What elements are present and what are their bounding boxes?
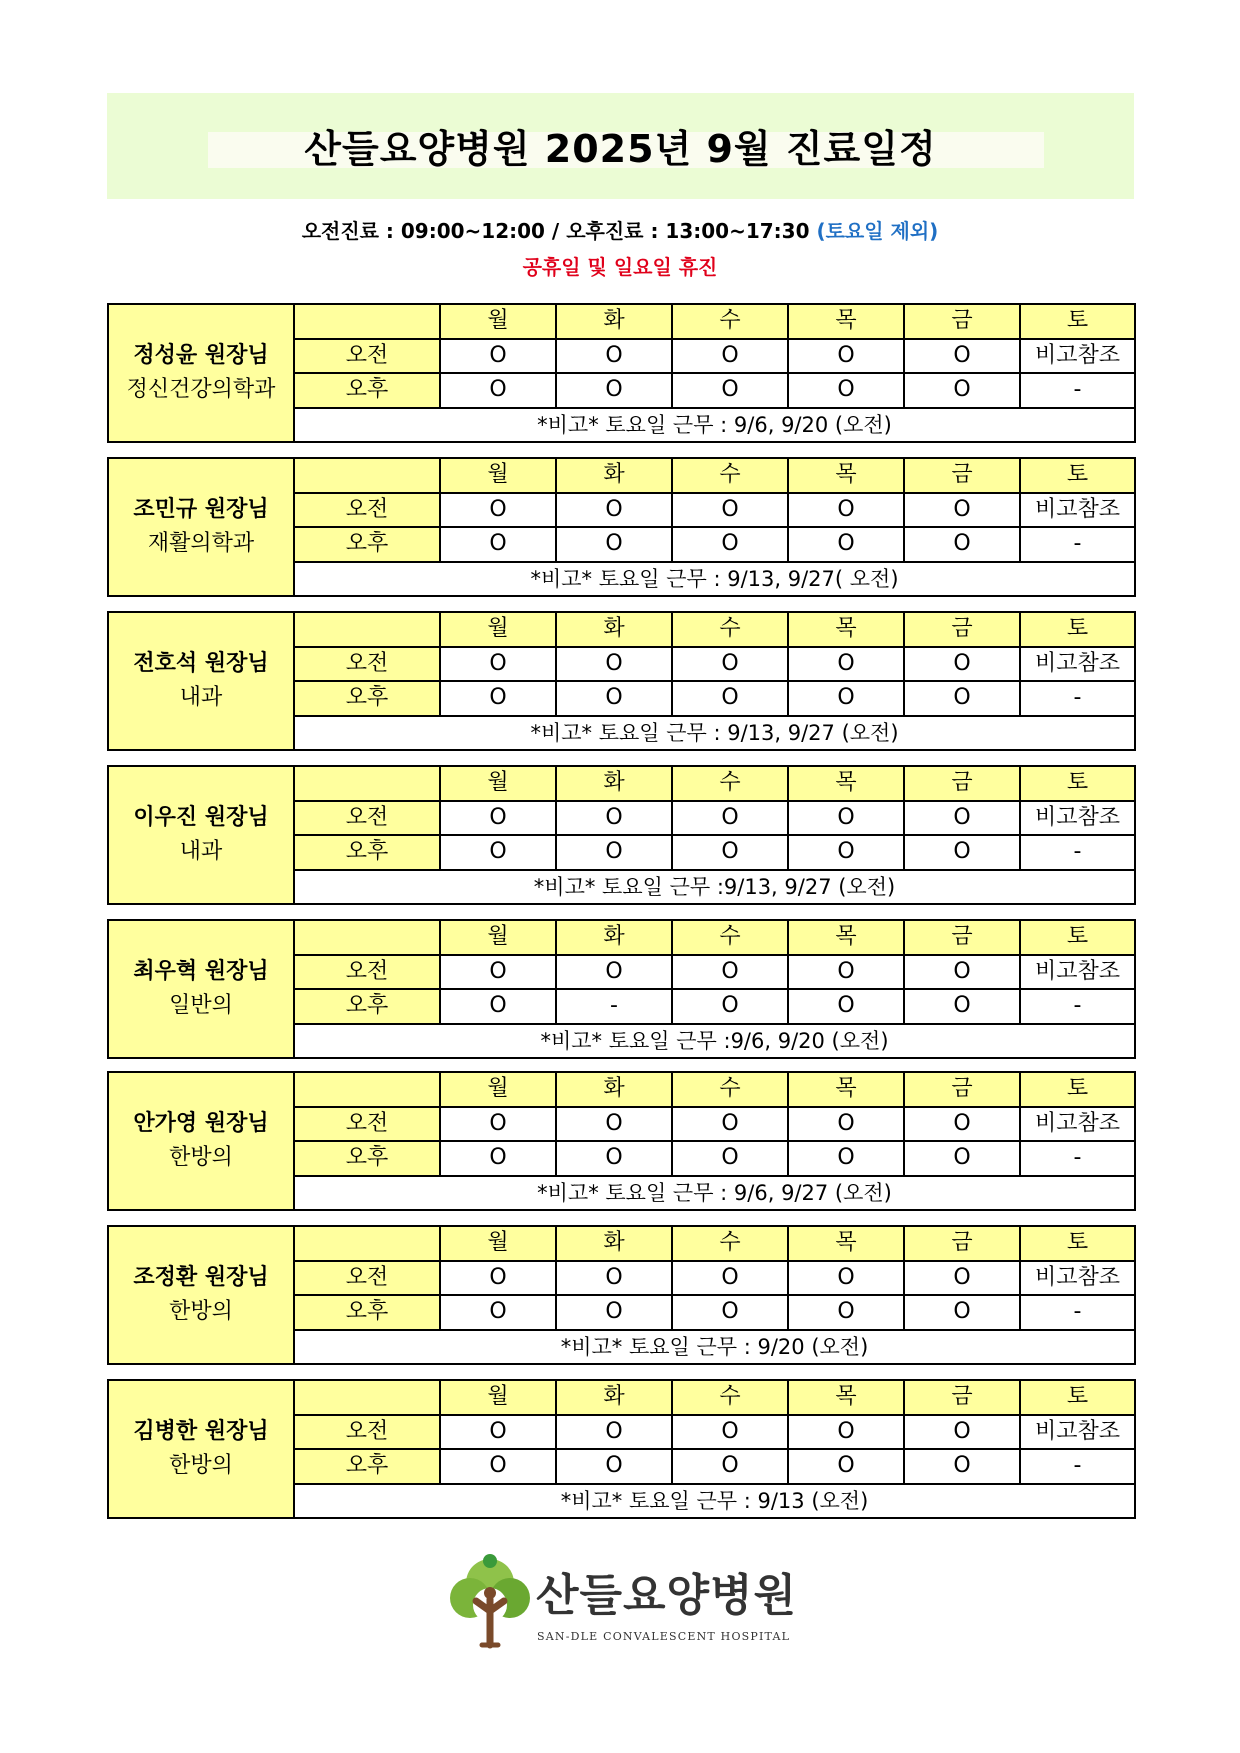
day-header: 목 [788, 766, 904, 801]
day-header: 목 [788, 1380, 904, 1415]
pm-schedule-cell: O [556, 835, 672, 870]
day-header: 금 [904, 1072, 1020, 1107]
pm-schedule-cell: O [788, 1295, 904, 1330]
day-header: 화 [556, 920, 672, 955]
day-header: 월 [440, 458, 556, 493]
header-blank-cell [294, 458, 440, 493]
am-schedule-cell: 비고참조 [1020, 339, 1135, 374]
day-header: 토 [1020, 1072, 1135, 1107]
pm-schedule-cell: O [440, 989, 556, 1024]
pm-schedule-cell: O [672, 527, 788, 562]
pm-schedule-cell: O [440, 1141, 556, 1176]
saturday-note: *비고* 토요일 근무 : 9/13, 9/27 (오전) [294, 716, 1135, 751]
am-schedule-cell: O [440, 1261, 556, 1296]
day-header: 금 [904, 766, 1020, 801]
am-schedule-cell: O [904, 493, 1020, 528]
doctor-department: 재활의학과 [147, 531, 255, 556]
logo-text: 산들요양병원 [536, 1570, 798, 1621]
am-schedule-cell: O [672, 647, 788, 682]
am-schedule-cell: O [672, 1107, 788, 1142]
pm-schedule-cell: O [672, 835, 788, 870]
pm-schedule-cell: O [440, 835, 556, 870]
doctor-schedule-table [107, 457, 1136, 597]
clinic-hours [0, 216, 1240, 246]
pm-schedule-cell: O [788, 681, 904, 716]
am-schedule-cell: O [440, 493, 556, 528]
am-schedule-cell: O [556, 1415, 672, 1450]
day-header: 월 [440, 1380, 556, 1415]
day-header: 목 [788, 920, 904, 955]
am-schedule-cell: O [788, 955, 904, 990]
header-blank-cell [294, 1380, 440, 1415]
am-schedule-cell: O [672, 955, 788, 990]
day-header: 수 [672, 920, 788, 955]
doctor-schedule-table [107, 919, 1136, 1059]
day-header: 화 [556, 766, 672, 801]
doctor-cell [108, 766, 294, 904]
am-schedule-cell: O [556, 493, 672, 528]
doctor-schedule-table [107, 303, 1136, 443]
day-header: 금 [904, 304, 1020, 339]
am-schedule-cell: O [556, 955, 672, 990]
day-header: 화 [556, 458, 672, 493]
pm-schedule-cell: O [904, 373, 1020, 408]
am-schedule-cell: O [672, 1261, 788, 1296]
am-schedule-cell: O [904, 1261, 1020, 1296]
am-schedule-cell: O [788, 1261, 904, 1296]
doctor-cell [108, 458, 294, 596]
day-header: 화 [556, 1226, 672, 1261]
doctor-cell [108, 304, 294, 442]
pm-schedule-cell: O [672, 373, 788, 408]
day-header: 월 [440, 766, 556, 801]
header-blank-cell [294, 920, 440, 955]
day-header: 월 [440, 304, 556, 339]
clinic-hours-text: 오전진료 : 09:00~12:00 / 오후진료 : 13:00~17:30 [301, 219, 817, 243]
am-schedule-cell: O [440, 1107, 556, 1142]
pm-schedule-cell: - [1020, 835, 1135, 870]
doctor-name: 이우진 원장님 [133, 805, 269, 830]
pm-schedule-cell: O [788, 527, 904, 562]
saturday-note: *비고* 토요일 근무 :9/6, 9/20 (오전) [294, 1024, 1135, 1059]
pm-label: 오후 [294, 1295, 440, 1330]
day-header: 화 [556, 304, 672, 339]
day-header: 수 [672, 766, 788, 801]
day-header: 수 [672, 304, 788, 339]
am-label: 오전 [294, 1107, 440, 1142]
doctor-schedule-table [107, 765, 1136, 905]
doctor-cell [108, 1072, 294, 1210]
am-schedule-cell: O [672, 493, 788, 528]
am-label: 오전 [294, 955, 440, 990]
day-header: 목 [788, 458, 904, 493]
doctor-department: 한방의 [169, 1299, 233, 1324]
day-header: 화 [556, 1380, 672, 1415]
am-schedule-cell: 비고참조 [1020, 493, 1135, 528]
doctor-department: 일반의 [169, 993, 233, 1018]
day-header: 수 [672, 1380, 788, 1415]
am-schedule-cell: 비고참조 [1020, 1107, 1135, 1142]
doctor-name: 정성윤 원장님 [133, 343, 269, 368]
day-header: 목 [788, 304, 904, 339]
pm-schedule-cell: - [556, 989, 672, 1024]
am-schedule-cell: O [904, 339, 1020, 374]
day-header: 화 [556, 612, 672, 647]
pm-schedule-cell: - [1020, 1449, 1135, 1484]
day-header: 토 [1020, 766, 1135, 801]
doctor-department: 정신건강의학과 [126, 377, 276, 402]
pm-schedule-cell: O [556, 1141, 672, 1176]
am-schedule-cell: O [556, 647, 672, 682]
header-blank-cell [294, 304, 440, 339]
pm-schedule-cell: O [440, 373, 556, 408]
am-schedule-cell: O [556, 1107, 672, 1142]
pm-schedule-cell: O [904, 989, 1020, 1024]
doctor-cell [108, 1380, 294, 1518]
pm-schedule-cell: - [1020, 989, 1135, 1024]
doctor-schedule-table [107, 1379, 1136, 1519]
pm-schedule-cell: - [1020, 1295, 1135, 1330]
pm-label: 오후 [294, 835, 440, 870]
pm-schedule-cell: O [788, 1141, 904, 1176]
pm-schedule-cell: - [1020, 681, 1135, 716]
pm-schedule-cell: O [788, 989, 904, 1024]
pm-schedule-cell: O [556, 681, 672, 716]
day-header: 수 [672, 1226, 788, 1261]
am-schedule-cell: O [788, 1415, 904, 1450]
am-schedule-cell: O [440, 339, 556, 374]
pm-schedule-cell: O [556, 527, 672, 562]
am-schedule-cell: O [672, 1415, 788, 1450]
doctor-name: 최우혁 원장님 [133, 959, 269, 984]
day-header: 토 [1020, 304, 1135, 339]
doctor-cell [108, 612, 294, 750]
am-label: 오전 [294, 1415, 440, 1450]
doctor-cell [108, 920, 294, 1058]
doctor-schedule-table [107, 611, 1136, 751]
am-schedule-cell: O [904, 1107, 1020, 1142]
day-header: 목 [788, 1072, 904, 1107]
am-schedule-cell: O [788, 647, 904, 682]
pm-schedule-cell: O [788, 373, 904, 408]
header-blank-cell [294, 612, 440, 647]
am-schedule-cell: O [672, 339, 788, 374]
am-label: 오전 [294, 339, 440, 374]
am-schedule-cell: O [440, 647, 556, 682]
pm-schedule-cell: O [556, 373, 672, 408]
pm-schedule-cell: O [672, 989, 788, 1024]
am-schedule-cell: 비고참조 [1020, 1261, 1135, 1296]
day-header: 금 [904, 1226, 1020, 1261]
pm-label: 오후 [294, 527, 440, 562]
doctor-department: 내과 [179, 839, 223, 864]
saturday-note: *비고* 토요일 근무 : 9/13 (오전) [294, 1484, 1135, 1519]
pm-schedule-cell: O [440, 527, 556, 562]
pm-schedule-cell: - [1020, 373, 1135, 408]
am-label: 오전 [294, 801, 440, 836]
pm-label: 오후 [294, 1449, 440, 1484]
am-schedule-cell: O [904, 955, 1020, 990]
am-schedule-cell: O [904, 801, 1020, 836]
day-header: 목 [788, 612, 904, 647]
saturday-note: *비고* 토요일 근무 : 9/20 (오전) [294, 1330, 1135, 1365]
am-schedule-cell: 비고참조 [1020, 647, 1135, 682]
am-label: 오전 [294, 1261, 440, 1296]
am-schedule-cell: O [556, 1261, 672, 1296]
pm-schedule-cell: O [672, 1295, 788, 1330]
pm-schedule-cell: O [556, 1449, 672, 1484]
day-header: 화 [556, 1072, 672, 1107]
am-schedule-cell: O [788, 339, 904, 374]
doctor-name: 전호석 원장님 [133, 651, 269, 676]
day-header: 수 [672, 458, 788, 493]
am-schedule-cell: O [440, 1415, 556, 1450]
pm-schedule-cell: O [904, 835, 1020, 870]
tree-person-icon [440, 1553, 540, 1653]
pm-schedule-cell: O [440, 1295, 556, 1330]
doctor-department: 한방의 [169, 1145, 233, 1170]
pm-schedule-cell: O [904, 527, 1020, 562]
pm-schedule-cell: O [904, 681, 1020, 716]
am-schedule-cell: 비고참조 [1020, 801, 1135, 836]
day-header: 수 [672, 1072, 788, 1107]
doctor-cell [108, 1226, 294, 1364]
day-header: 금 [904, 1380, 1020, 1415]
pm-schedule-cell: O [788, 835, 904, 870]
logo-subtitle: SAN-DLE CONVALESCENT HOSPITAL [537, 1630, 791, 1643]
am-schedule-cell: O [904, 647, 1020, 682]
am-schedule-cell: 비고참조 [1020, 1415, 1135, 1450]
pm-schedule-cell: - [1020, 527, 1135, 562]
doctor-name: 조정환 원장님 [133, 1265, 269, 1290]
doctor-name: 조민규 원장님 [133, 497, 269, 522]
doctor-schedule-table [107, 1225, 1136, 1365]
doctor-schedule-table [107, 1071, 1136, 1211]
day-header: 토 [1020, 458, 1135, 493]
pm-schedule-cell: O [672, 681, 788, 716]
day-header: 토 [1020, 1226, 1135, 1261]
day-header: 금 [904, 612, 1020, 647]
holiday-notice: 공휴일 및 일요일 휴진 [522, 255, 718, 279]
clinic-hours-note: (토요일 제외) [816, 219, 939, 243]
day-header: 토 [1020, 612, 1135, 647]
pm-schedule-cell: O [672, 1449, 788, 1484]
am-schedule-cell: O [904, 1415, 1020, 1450]
day-header: 월 [440, 1072, 556, 1107]
header-blank-cell [294, 1072, 440, 1107]
page-title: 산들요양병원 2025년 9월 진료일정 [304, 127, 937, 171]
day-header: 월 [440, 1226, 556, 1261]
day-header: 토 [1020, 1380, 1135, 1415]
saturday-note: *비고* 토요일 근무 : 9/6, 9/27 (오전) [294, 1176, 1135, 1211]
am-schedule-cell: O [440, 801, 556, 836]
am-schedule-cell: O [788, 1107, 904, 1142]
pm-schedule-cell: O [556, 1295, 672, 1330]
pm-label: 오후 [294, 681, 440, 716]
day-header: 토 [1020, 920, 1135, 955]
pm-schedule-cell: O [904, 1141, 1020, 1176]
am-schedule-cell: O [556, 801, 672, 836]
header-blank-cell [294, 766, 440, 801]
saturday-note: *비고* 토요일 근무 :9/13, 9/27 (오전) [294, 870, 1135, 905]
doctor-department: 내과 [179, 685, 223, 710]
am-schedule-cell: O [440, 955, 556, 990]
doctor-name: 김병한 원장님 [133, 1419, 269, 1444]
day-header: 월 [440, 612, 556, 647]
pm-schedule-cell: O [672, 1141, 788, 1176]
pm-schedule-cell: O [788, 1449, 904, 1484]
pm-schedule-cell: O [904, 1449, 1020, 1484]
doctor-name: 안가영 원장님 [133, 1111, 269, 1136]
am-schedule-cell: O [556, 339, 672, 374]
pm-label: 오후 [294, 1141, 440, 1176]
day-header: 금 [904, 458, 1020, 493]
pm-label: 오후 [294, 989, 440, 1024]
day-header: 금 [904, 920, 1020, 955]
pm-schedule-cell: O [904, 1295, 1020, 1330]
pm-schedule-cell: - [1020, 1141, 1135, 1176]
day-header: 목 [788, 1226, 904, 1261]
am-schedule-cell: O [788, 801, 904, 836]
pm-label: 오후 [294, 373, 440, 408]
saturday-note: *비고* 토요일 근무 : 9/13, 9/27( 오전) [294, 562, 1135, 597]
pm-schedule-cell: O [440, 681, 556, 716]
day-header: 수 [672, 612, 788, 647]
doctor-department: 한방의 [169, 1453, 233, 1478]
header-blank-cell [294, 1226, 440, 1261]
am-schedule-cell: O [788, 493, 904, 528]
saturday-note: *비고* 토요일 근무 : 9/6, 9/20 (오전) [294, 408, 1135, 443]
day-header: 월 [440, 920, 556, 955]
am-label: 오전 [294, 647, 440, 682]
am-schedule-cell: 비고참조 [1020, 955, 1135, 990]
am-schedule-cell: O [672, 801, 788, 836]
pm-schedule-cell: O [440, 1449, 556, 1484]
am-label: 오전 [294, 493, 440, 528]
